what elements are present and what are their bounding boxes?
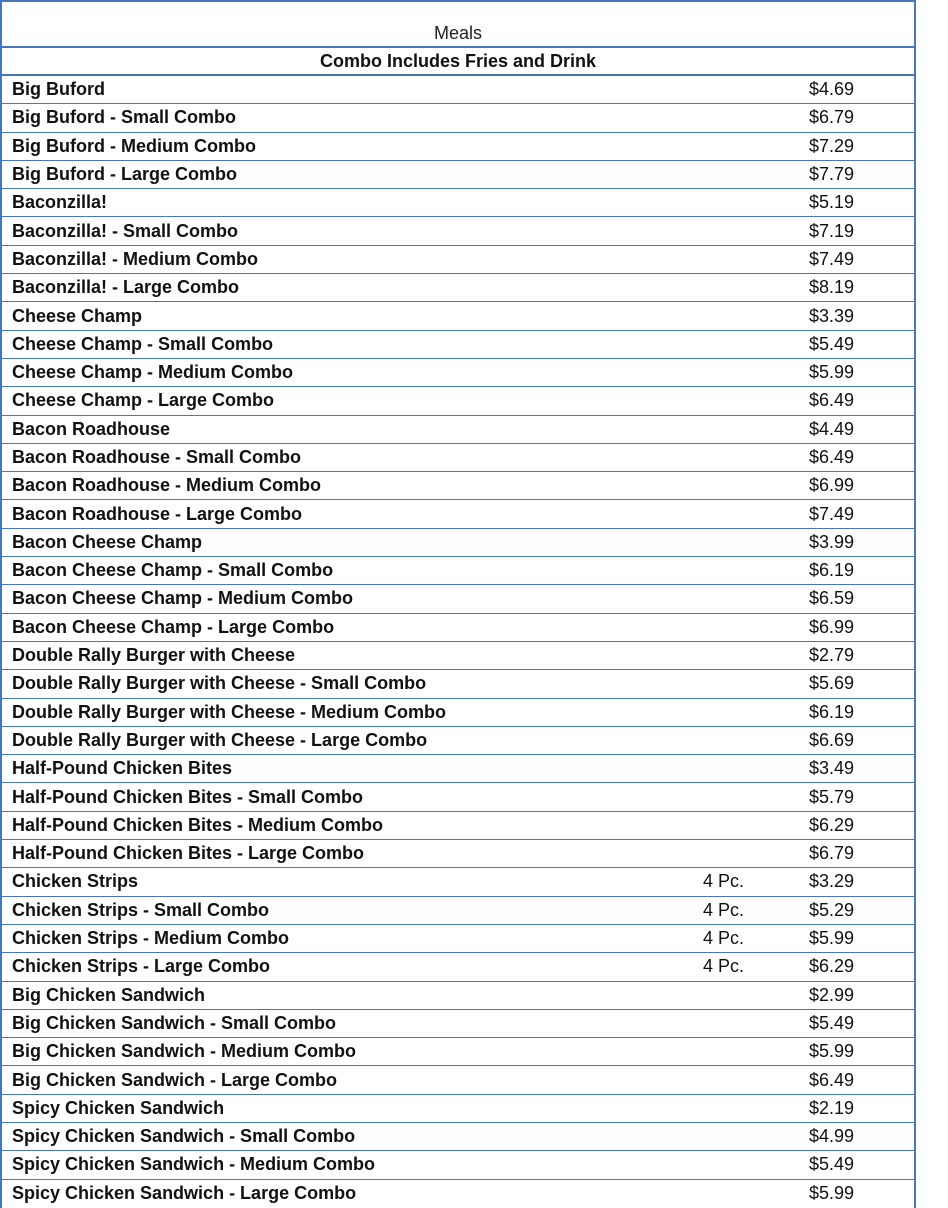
item-price: $3.49 (809, 758, 855, 779)
item-name: Baconzilla! (12, 192, 108, 213)
item-price: $2.79 (809, 645, 855, 666)
item-price: $6.49 (809, 447, 855, 467)
item-name: Chicken Strips - Large Combo (12, 956, 271, 977)
table-row (2, 189, 914, 217)
table-row (2, 699, 914, 727)
item-name: Baconzilla! - Medium Combo (12, 248, 259, 269)
menu-rows (2, 76, 914, 1208)
item-price: $7.29 (809, 135, 855, 156)
item-price: $6.19 (809, 701, 855, 722)
item-name: Bacon Roadhouse - Large Combo (12, 503, 303, 524)
item-price: $6.79 (809, 843, 855, 864)
item-price: $5.79 (809, 786, 855, 807)
item-price: $3.99 (809, 531, 855, 552)
table-row (2, 783, 914, 811)
table-row (2, 727, 914, 755)
table-row (2, 840, 914, 868)
table-row (2, 76, 914, 104)
item-name: Double Rally Burger with Cheese - Large Combo (12, 729, 428, 750)
item-name: Bacon Roadhouse - Medium Combo (12, 475, 322, 496)
item-price: $5.19 (809, 192, 855, 213)
item-name: Cheese Champ (12, 305, 143, 326)
item-price: $7.79 (809, 164, 855, 185)
table-row (2, 557, 914, 585)
table-row (2, 1066, 914, 1094)
item-price: $5.99 (809, 928, 855, 949)
table-row (2, 1095, 914, 1123)
item-name: Big Buford - Small Combo (12, 107, 236, 128)
item-price: $2.19 (809, 1097, 855, 1118)
item-price: $6.79 (809, 107, 855, 128)
item-name: Cheese Champ - Large Combo (12, 390, 275, 411)
table-row (2, 1180, 914, 1208)
item-name: Bacon Cheese Champ (12, 531, 203, 552)
item-name: Spicy Chicken Sandwich (12, 1097, 225, 1118)
item-name: Chicken Strips - Small Combo (12, 899, 270, 920)
item-name: Bacon Cheese Champ - Medium Combo (12, 588, 354, 609)
item-price: $6.49 (809, 1069, 855, 1090)
item-name: Baconzilla! - Small Combo (12, 220, 239, 241)
item-name: Big Buford - Medium Combo (12, 135, 256, 156)
item-price: $5.29 (809, 899, 855, 920)
table-row (2, 755, 914, 783)
item-price: $6.99 (809, 475, 855, 496)
item-price: $6.19 (809, 560, 855, 581)
item-quantity: 4 Pc. (703, 928, 745, 949)
item-name: Cheese Champ - Small Combo (12, 333, 274, 354)
table-row (2, 614, 914, 642)
item-price: $5.69 (809, 673, 855, 694)
item-quantity: 4 Pc. (703, 899, 745, 920)
item-price: $7.49 (809, 248, 855, 269)
item-name: Big Chicken Sandwich - Small Combo (12, 1012, 337, 1033)
item-price: $3.29 (809, 871, 855, 892)
table-row (2, 1123, 914, 1151)
item-price: $7.19 (809, 220, 855, 241)
table-row (2, 274, 914, 302)
item-name: Chicken Strips (12, 871, 139, 892)
table-row (2, 217, 914, 245)
item-price: $6.69 (809, 729, 855, 750)
item-name: Double Rally Burger with Cheese (12, 645, 296, 666)
item-price: $5.49 (809, 333, 855, 354)
item-price: $5.49 (809, 1154, 855, 1175)
item-price: $6.29 (809, 956, 855, 977)
item-price: $5.99 (809, 1183, 855, 1204)
item-name: Bacon Roadhouse (12, 418, 171, 439)
item-name: Bacon Cheese Champ - Large Combo (12, 616, 335, 637)
table-row (2, 897, 914, 925)
table-row (2, 670, 914, 698)
item-name: Baconzilla! - Large Combo (12, 277, 240, 298)
table-row (2, 387, 914, 415)
table-row (2, 1151, 914, 1179)
item-name: Big Buford (12, 79, 105, 100)
table-row (2, 529, 914, 557)
item-quantity: 4 Pc. (703, 871, 745, 892)
table-row (2, 812, 914, 840)
item-name: Big Chicken Sandwich - Large Combo (12, 1069, 338, 1090)
item-price: $5.49 (809, 1012, 855, 1033)
combo-note: Combo Includes Fries and Drink (319, 50, 597, 71)
item-price: $5.99 (809, 1041, 855, 1062)
item-name: Bacon Roadhouse - Small Combo (12, 447, 302, 467)
table-row (2, 472, 914, 500)
item-price: $4.49 (809, 418, 855, 439)
table-row (2, 585, 914, 613)
table-row (2, 953, 914, 981)
item-name: Half-Pound Chicken Bites - Large Combo (12, 843, 365, 864)
item-name: Bacon Cheese Champ - Small Combo (12, 560, 334, 581)
table-row (2, 302, 914, 330)
item-name: Half-Pound Chicken Bites - Medium Combo (12, 814, 384, 835)
table-row (2, 642, 914, 670)
item-price: $2.99 (809, 984, 855, 1005)
table-row (2, 416, 914, 444)
item-name: Half-Pound Chicken Bites - Small Combo (12, 786, 364, 807)
item-price: $4.69 (809, 79, 855, 100)
item-price: $3.39 (809, 305, 855, 326)
menu-title: Meals (433, 23, 482, 43)
item-name: Big Buford - Large Combo (12, 164, 237, 185)
table-row (2, 359, 914, 387)
table-row (2, 161, 914, 189)
item-price: $4.99 (809, 1126, 855, 1147)
table-row (2, 925, 914, 953)
item-name: Spicy Chicken Sandwich - Large Combo (12, 1183, 357, 1204)
item-name: Half-Pound Chicken Bites (12, 758, 233, 779)
item-name: Big Chicken Sandwich - Medium Combo (12, 1041, 357, 1062)
menu-title-row (2, 2, 914, 48)
table-row (2, 1038, 914, 1066)
item-name: Cheese Champ - Medium Combo (12, 362, 294, 383)
item-name: Big Chicken Sandwich (12, 984, 206, 1005)
item-price: $6.49 (809, 390, 855, 411)
table-row (2, 133, 914, 161)
table-row (2, 331, 914, 359)
combo-note-row (2, 48, 914, 76)
table-row (2, 246, 914, 274)
item-name: Spicy Chicken Sandwich - Small Combo (12, 1126, 356, 1147)
item-name: Double Rally Burger with Cheese - Small Combo (12, 673, 427, 694)
table-row (2, 1010, 914, 1038)
item-price: $6.29 (809, 814, 855, 835)
item-name: Double Rally Burger with Cheese - Medium Combo (12, 701, 447, 722)
item-price: $8.19 (809, 277, 855, 298)
item-price: $6.59 (809, 588, 855, 609)
item-price: $5.99 (809, 362, 855, 383)
table-row (2, 500, 914, 528)
item-name: Chicken Strips - Medium Combo (12, 928, 290, 949)
table-row (2, 444, 914, 472)
item-price: $7.49 (809, 503, 855, 524)
table-row (2, 104, 914, 132)
table-row (2, 868, 914, 896)
table-row (2, 982, 914, 1010)
item-price: $6.99 (809, 616, 855, 637)
item-name: Spicy Chicken Sandwich - Medium Combo (12, 1154, 376, 1175)
item-quantity: 4 Pc. (703, 956, 745, 977)
